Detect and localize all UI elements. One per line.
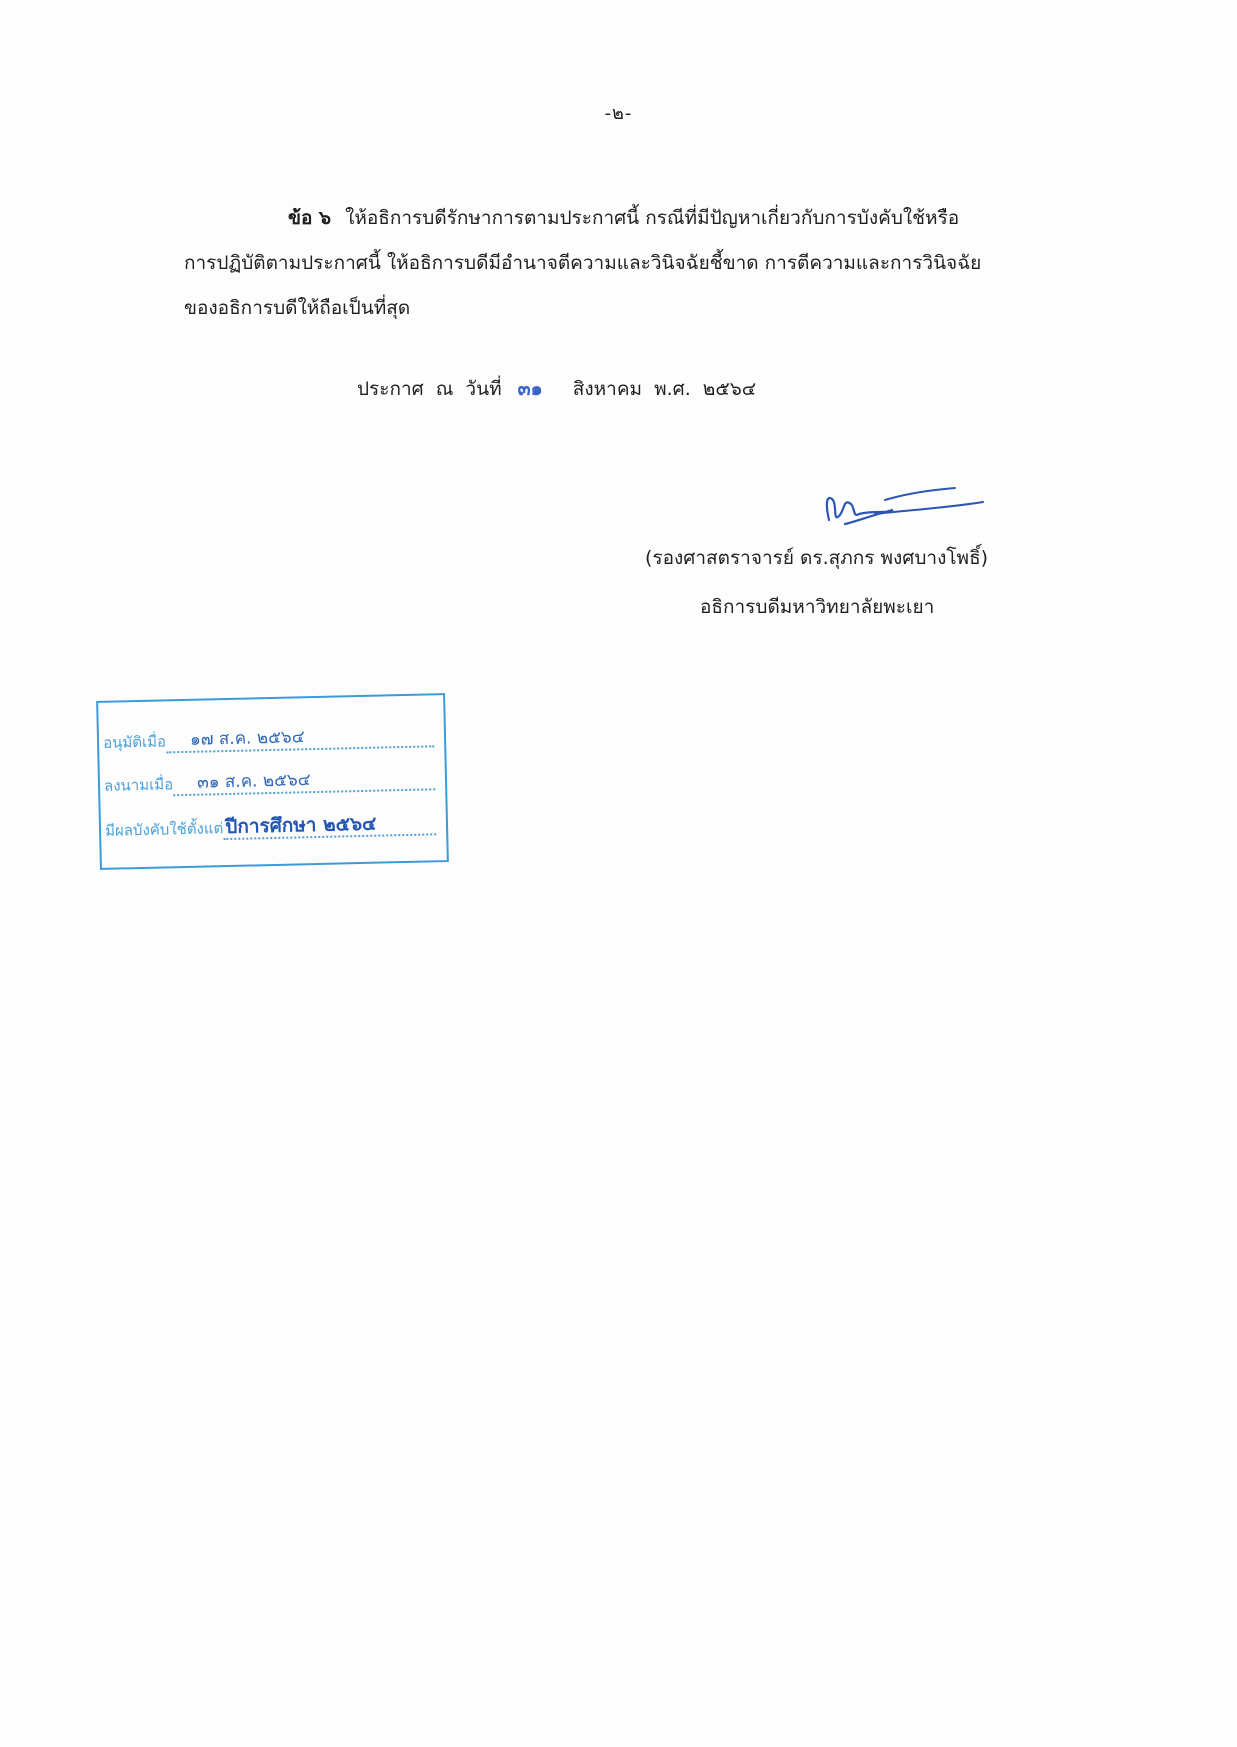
page-number: -๒- [604,103,633,124]
clause-line-1-text: ให้อธิการบดีรักษาการตามประกาศนี้ กรณีที่มีปัญหาเกี่ยวกับการบังคับใช้หรือ [345,207,960,229]
signatory-title: อธิการบดีมหาวิทยาลัยพะเยา [700,596,935,618]
clause-paragraph [184,196,1114,331]
stamp-effective-label: มีผลบังคับใช้ตั้งแต่ [104,819,224,840]
clause-line-2: การปฏิบัติตามประกาศนี้ ให้อธิการบดีมีอำนาจตีความและวินิจฉัยชี้ขาด การตีความและการวินิจฉัย [184,252,982,274]
stamp-signed-row [104,760,436,798]
clause-line-3: ของอธิการบดีให้ถือเป็นที่สุด [184,297,411,319]
handwritten-signature [815,480,985,535]
stamp-effective-row [105,805,437,843]
signatory-name: (รองศาสตราจารย์ ดร.สุภกร พงศบางโพธิ์) [645,547,989,569]
clause-line-1 [184,196,1114,241]
stamp-effective-value: ปีการศึกษา ๒๕๖๔ [223,811,436,840]
clause-heading: ข้อ ๖ [288,207,332,229]
stamp-signed-label: ลงนามเมื่อ [103,775,174,795]
stamp-approved-row [103,717,435,755]
announcement-prefix: ประกาศ ณ วันที่ [357,378,502,400]
stamp-signed-value: ๓๑ ส.ค. ๒๕๖๔ [173,766,435,796]
announcement-suffix: สิงหาคม พ.ศ. ๒๕๖๔ [572,378,757,400]
announcement-day: ๓๑ [517,378,543,400]
stamp-approved-value: ๑๗ ส.ค. ๒๕๖๔ [166,723,435,753]
approval-stamp [96,693,449,870]
stamp-approved-label: อนุมัติเมื่อ [102,732,167,752]
announcement-date-line [357,374,756,404]
